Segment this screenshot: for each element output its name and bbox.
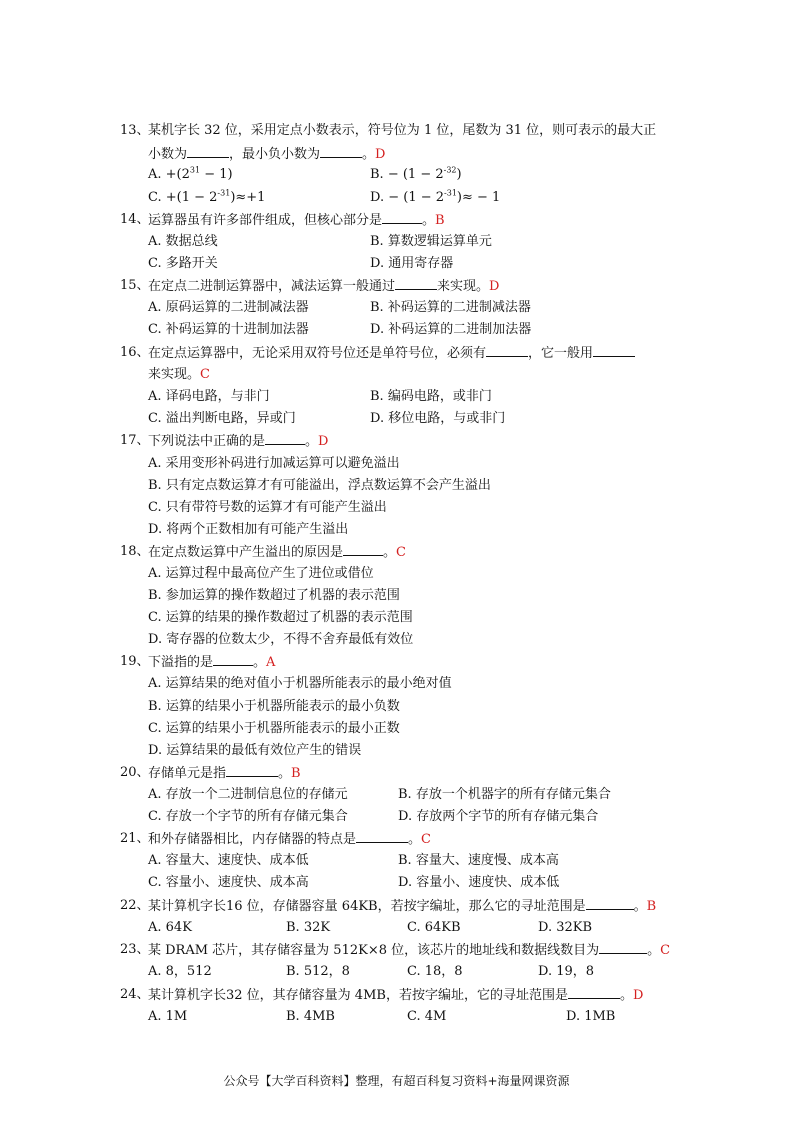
question-20-option-d: D. 存放两个字节的所有存储元集合 [398, 809, 599, 824]
question-16-option-d: D. 移位电路，与或非门 [370, 411, 506, 426]
question-18-text: 在定点数运算中产生溢出的原因是 。C [148, 541, 406, 564]
question-21-text: 和外存储器相比，内存储器的特点是 。C [148, 828, 431, 851]
question-20-text: 存储单元是指 。B [148, 762, 301, 785]
question-18-number: 18、 [120, 544, 150, 559]
question-23-number: 23、 [120, 942, 150, 957]
question-24-option-a: A. 1M [148, 1009, 188, 1024]
question-23-option-c: C. 18，8 [407, 964, 463, 979]
question-20-number: 20、 [120, 765, 150, 780]
question-18-option-c: C. 运算的结果的操作数超过了机器的表示范围 [148, 610, 413, 625]
question-13-text: 某机字长 32 位，采用定点小数表示，符号位为 1 位，尾数为 31 位，则可表示的最大正 [148, 123, 657, 138]
question-18-answer: C [396, 545, 406, 560]
question-13-number: 13、 [120, 123, 150, 138]
question-22-option-b: B. 32K [286, 920, 331, 935]
question-14-answer: B [435, 213, 445, 228]
question-23-option-a: A. 8，512 [148, 964, 212, 979]
question-15-answer: D [489, 279, 500, 294]
question-13-option-d: D. − $(1 - 2^{-31})\approx - 1$ [370, 188, 501, 205]
question-14-option-c: C. 多路开关 [148, 256, 218, 271]
question-13-answer: D [375, 147, 386, 162]
question-23-text: 某 DRAM 芯片，其存储容量为 512K×8 位，该芯片的地址线和数据线数目为 。C [148, 939, 670, 962]
question-13-option-b: B. − $(1 - 2^{-32})$ [370, 165, 462, 182]
question-19-number: 19、 [120, 654, 150, 669]
question-23-option-b: B. 512，8 [286, 964, 350, 979]
question-17-answer: D [318, 434, 329, 449]
question-19-option-a: A. 运算结果的绝对值小于机器所能表示的最小绝对值 [148, 676, 452, 691]
question-15-option-d: D. 补码运算的二进制加法器 [370, 322, 532, 337]
question-13-option-a: A. $+(2^{31} - 1)$ [148, 165, 233, 182]
question-20-answer: B [291, 766, 301, 781]
question-18-option-d: D. 寄存器的位数太少，不得不舍弃最低有效位 [148, 632, 414, 647]
question-15-text: 在定点二进制运算器中，减法运算一般通过 来实现。D [148, 275, 499, 298]
question-16-option-b: B. 编码电路，或非门 [370, 389, 492, 404]
question-24-number: 24、 [120, 987, 150, 1002]
question-21-answer: C [421, 832, 431, 847]
question-17-option-d: D. 将两个正数相加有可能产生溢出 [148, 522, 349, 537]
question-14-option-d: D. 通用寄存器 [370, 256, 454, 271]
question-23-answer: C [660, 943, 671, 958]
question-15-option-c: C. 补码运算的十进制加法器 [148, 322, 309, 337]
question-17-option-a: A. 采用变形补码进行加减运算可以避免溢出 [148, 456, 400, 471]
question-14-number: 14、 [120, 212, 150, 227]
question-22-option-d: D. 32KB [538, 920, 593, 935]
question-19-option-c: C. 运算的结果小于机器所能表示的最小正数 [148, 721, 400, 736]
question-17-option-c: C. 只有带符号数的运算才有可能产生溢出 [148, 500, 387, 515]
question-17-text: 下列说法中正确的是 。D [148, 430, 328, 453]
question-19-option-d: D. 运算结果的最低有效位产生的错误 [148, 743, 362, 758]
question-15-option-b: B. 补码运算的二进制减法器 [370, 300, 531, 315]
question-24-answer: D [632, 988, 644, 1003]
question-16-text-line2: 来实现。C [148, 367, 210, 382]
question-15-option-a: A. 原码运算的二进制减法器 [148, 300, 309, 315]
question-14-option-b: B. 算数逻辑运算单元 [370, 234, 492, 249]
question-14-text: 运算器虽有许多部件组成，但核心部分是 。B [148, 209, 445, 232]
question-19-option-b: B. 运算的结果小于机器所能表示的最小负数 [148, 699, 400, 714]
question-13-text-line2: 小数为 ，最小负小数为 。D [148, 143, 385, 166]
question-18-option-a: A. 运算过程中最高位产生了进位或借位 [148, 566, 374, 581]
question-21-option-d: D. 容量小、速度快、成本低 [398, 875, 560, 890]
question-19-text: 下溢指的是 。A [148, 651, 275, 674]
question-22-text: 某计算机字长16 位，存储器容量 64KB，若按字编址，那么它的寻址范围是 。B [148, 895, 656, 918]
question-24-option-d: D. 1MB [566, 1009, 616, 1024]
question-16-option-c: C. 溢出判断电路，异或门 [148, 411, 296, 426]
question-22-number: 22、 [120, 898, 150, 913]
question-22-answer: B [646, 899, 657, 914]
question-21-option-c: C. 容量小、速度快、成本高 [148, 875, 309, 890]
question-21-number: 21、 [120, 831, 150, 846]
question-24-option-b: B. 4MB [286, 1009, 335, 1024]
question-24-option-c: C. 4M [407, 1009, 447, 1024]
question-16-option-a: A. 译码电路，与非门 [148, 389, 270, 404]
question-23-option-d: D. 19，8 [538, 964, 595, 979]
question-14-option-a: A. 数据总线 [148, 234, 218, 249]
question-16-number: 16、 [120, 345, 150, 360]
question-16-answer: C [200, 367, 210, 382]
page-footer: 公众号【大学百科资料】整理，有超百科复习资料+海量网课资源 [223, 1074, 570, 1088]
question-17-number: 17、 [120, 433, 150, 448]
question-21-option-b: B. 容量大、速度慢、成本高 [398, 853, 559, 868]
question-17-option-b: B. 只有定点数运算才有可能溢出，浮点数运算不会产生溢出 [148, 478, 491, 493]
question-20-option-a: A. 存放一个二进制信息位的存储元 [148, 787, 348, 802]
question-20-option-c: C. 存放一个字节的所有存储元集合 [148, 809, 348, 824]
question-13-option-c: C. $+(1 - 2^{-31})\approx+1$ [148, 188, 266, 205]
question-22-option-c: C. 64KB [407, 920, 461, 935]
question-18-option-b: B. 参加运算的操作数超过了机器的表示范围 [148, 588, 400, 603]
question-24-text: 某计算机字长32 位，其存储容量为 4MB，若按字编址，它的寻址范围是 。D [148, 984, 643, 1007]
question-16-text: 在定点运算器中，无论采用双符号位还是单符号位，必须有 ，它一般用 [148, 342, 635, 365]
question-20-option-b: B. 存放一个机器字的所有存储元集合 [398, 787, 611, 802]
question-15-number: 15、 [120, 278, 150, 293]
question-22-option-a: A. 64K [148, 920, 192, 935]
question-19-answer: A [266, 655, 276, 670]
question-21-option-a: A. 容量大、速度快、成本低 [148, 853, 309, 868]
